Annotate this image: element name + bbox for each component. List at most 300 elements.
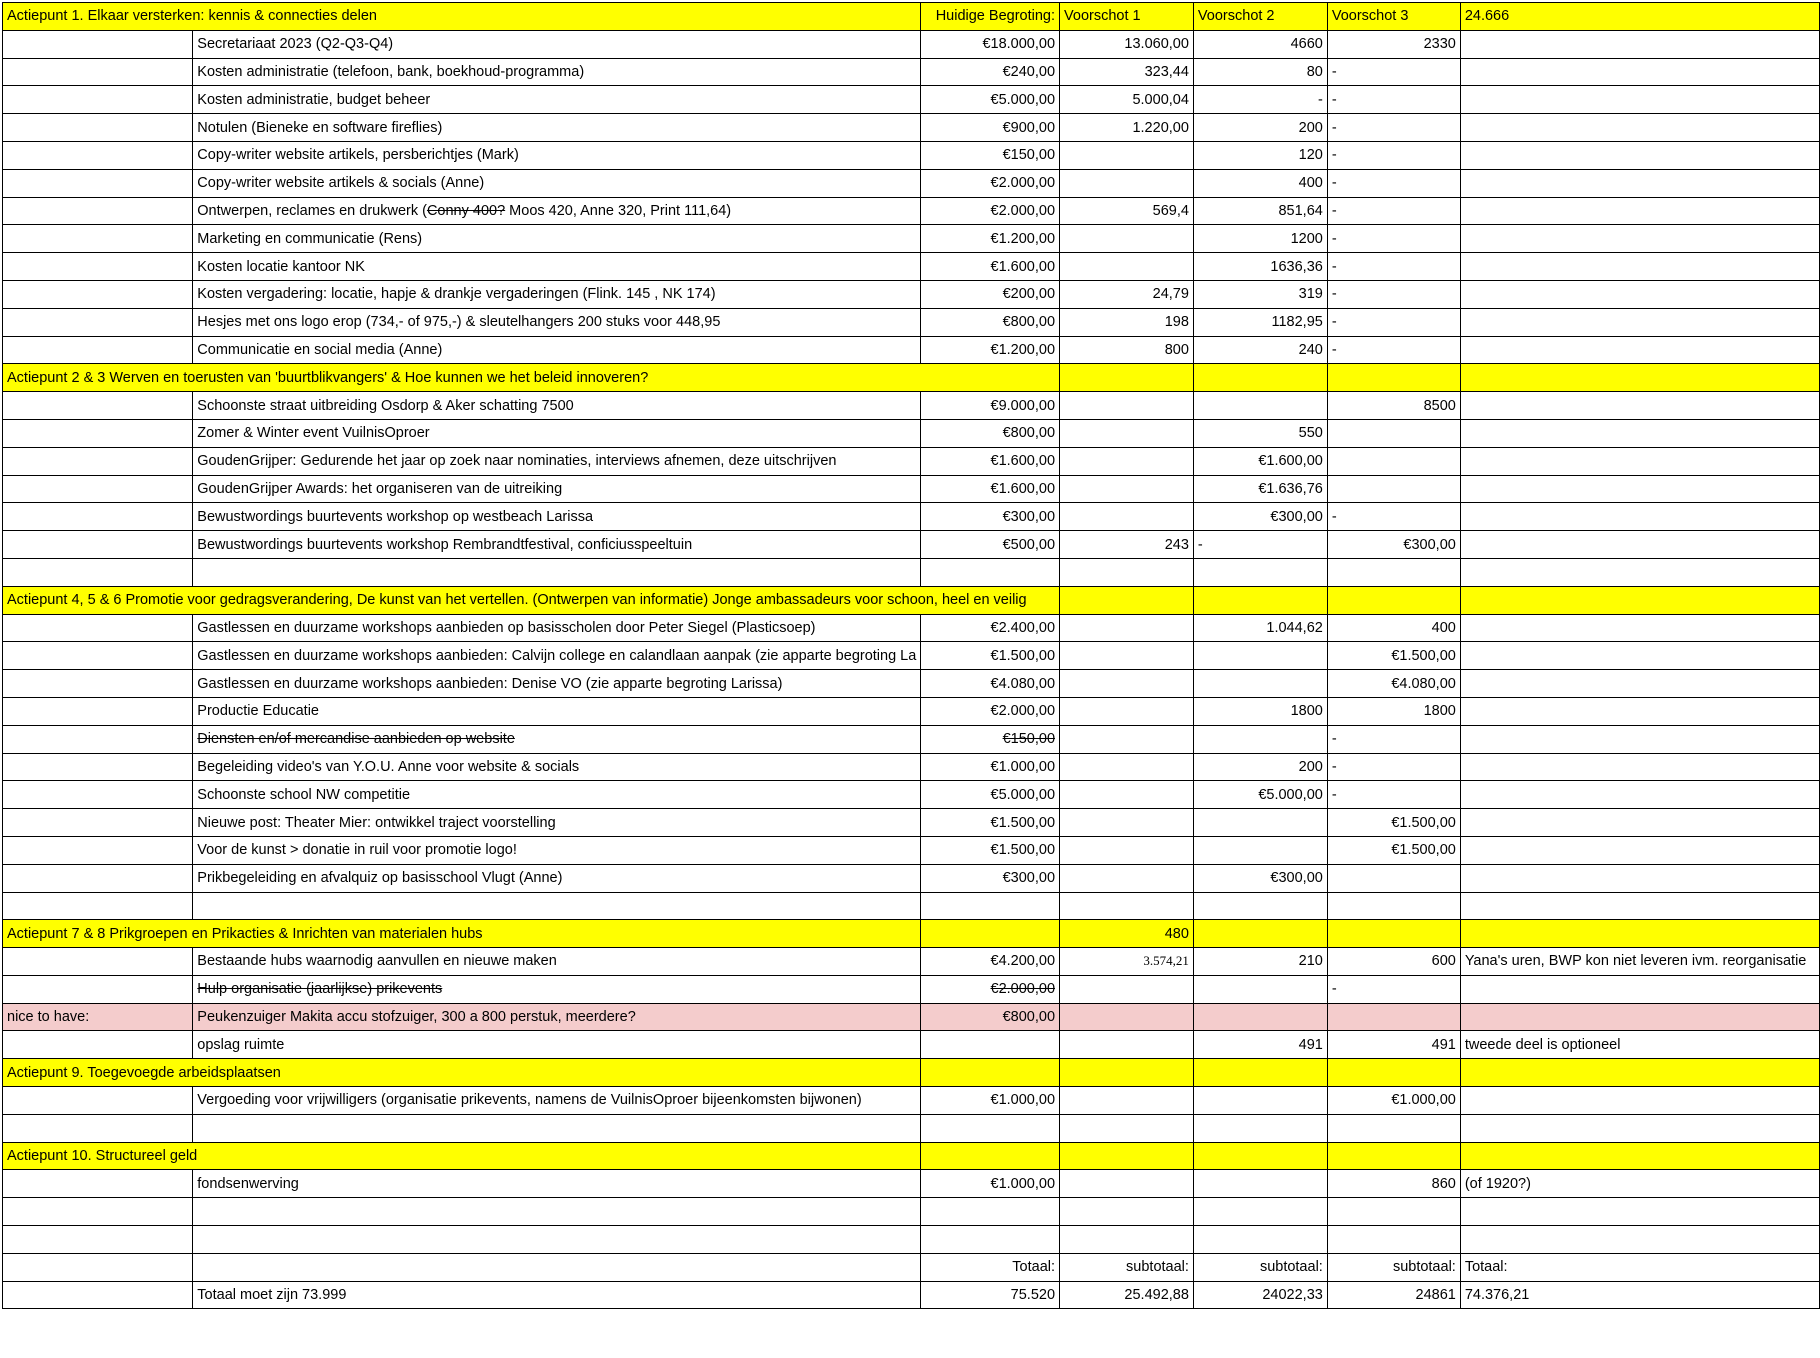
cell-note[interactable]: [1460, 975, 1819, 1003]
cell-huidige-begroting[interactable]: [921, 1087, 1060, 1115]
cell-voorschot-1[interactable]: [1060, 920, 1194, 948]
cell-voorschot-3[interactable]: [1327, 670, 1460, 698]
cell-voorschot-3[interactable]: [1327, 419, 1460, 447]
cell-voorschot-3[interactable]: [1327, 975, 1460, 1003]
cell-note[interactable]: [1460, 30, 1819, 58]
cell-description[interactable]: [193, 1253, 921, 1281]
header-total-value[interactable]: 24.666: [1460, 3, 1819, 31]
cell-voorschot-1[interactable]: [1060, 1031, 1194, 1059]
cell-description[interactable]: [193, 1198, 921, 1226]
cell-description[interactable]: [193, 809, 921, 837]
cell-voorschot-2[interactable]: [1193, 670, 1327, 698]
cell-voorschot-2[interactable]: [1193, 920, 1327, 948]
cell-voorschot-2[interactable]: [1193, 614, 1327, 642]
cell-huidige-begroting[interactable]: [921, 225, 1060, 253]
cell-category[interactable]: [3, 392, 193, 420]
cell-voorschot-1[interactable]: [1060, 475, 1194, 503]
cell-voorschot-2[interactable]: [1193, 642, 1327, 670]
cell-description[interactable]: [193, 892, 921, 920]
cell-huidige-begroting[interactable]: [921, 392, 1060, 420]
cell-note[interactable]: [1460, 169, 1819, 197]
cell-huidige-begroting[interactable]: [921, 308, 1060, 336]
cell-voorschot-1[interactable]: [1060, 336, 1194, 364]
cell-huidige-begroting[interactable]: [921, 1059, 1060, 1087]
cell-voorschot-2[interactable]: [1193, 586, 1327, 614]
cell-voorschot-1[interactable]: [1060, 1226, 1194, 1254]
cell-huidige-begroting[interactable]: [921, 114, 1060, 142]
cell-description[interactable]: [193, 447, 921, 475]
cell-voorschot-1[interactable]: [1060, 225, 1194, 253]
cell-description[interactable]: [193, 1226, 921, 1254]
cell-voorschot-3[interactable]: [1327, 475, 1460, 503]
cell-voorschot-3[interactable]: [1327, 725, 1460, 753]
cell-note[interactable]: [1460, 58, 1819, 86]
cell-voorschot-1[interactable]: [1060, 697, 1194, 725]
cell-description[interactable]: [193, 1170, 921, 1198]
cell-note[interactable]: [1460, 892, 1819, 920]
cell-voorschot-1[interactable]: [1060, 1170, 1194, 1198]
cell-voorschot-3[interactable]: [1327, 225, 1460, 253]
cell-note[interactable]: [1460, 670, 1819, 698]
cell-voorschot-2[interactable]: [1193, 809, 1327, 837]
cell-note[interactable]: [1460, 697, 1819, 725]
cell-voorschot-3[interactable]: [1327, 169, 1460, 197]
cell-voorschot-3[interactable]: [1327, 114, 1460, 142]
cell-huidige-begroting[interactable]: [921, 753, 1060, 781]
cell-description[interactable]: [193, 697, 921, 725]
cell-huidige-begroting[interactable]: [921, 1003, 1060, 1031]
cell-huidige-begroting[interactable]: [921, 1142, 1060, 1170]
cell-voorschot-3[interactable]: [1327, 308, 1460, 336]
cell-voorschot-3[interactable]: [1327, 920, 1460, 948]
cell-voorschot-3[interactable]: [1327, 781, 1460, 809]
cell-note[interactable]: [1460, 558, 1819, 586]
cell-voorschot-3[interactable]: [1327, 892, 1460, 920]
cell-category[interactable]: [3, 781, 193, 809]
cell-voorschot-3[interactable]: [1327, 1142, 1460, 1170]
cell-voorschot-1[interactable]: [1060, 642, 1194, 670]
cell-note[interactable]: [1460, 1059, 1819, 1087]
cell-category[interactable]: [3, 475, 193, 503]
cell-voorschot-3[interactable]: [1327, 447, 1460, 475]
section-title[interactable]: Actiepunt 4, 5 & 6 Promotie voor gedragsverandering, De kunst van het vertellen. (Ontwerpen van informatie) Jonge ambassadeurs voor schoon, heel en veilig: [3, 586, 1060, 614]
cell-voorschot-1[interactable]: [1060, 1059, 1194, 1087]
cell-category[interactable]: [3, 836, 193, 864]
cell-voorschot-2[interactable]: [1193, 1087, 1327, 1115]
cell-note[interactable]: [1460, 1087, 1819, 1115]
cell-note[interactable]: [1460, 364, 1819, 392]
cell-voorschot-2[interactable]: [1193, 30, 1327, 58]
cell-voorschot-1[interactable]: [1060, 836, 1194, 864]
cell-category[interactable]: [3, 558, 193, 586]
cell-description[interactable]: [193, 141, 921, 169]
cell-category[interactable]: [3, 503, 193, 531]
cell-voorschot-1[interactable]: [1060, 1114, 1194, 1142]
cell-note[interactable]: [1460, 809, 1819, 837]
cell-category[interactable]: [3, 197, 193, 225]
header-voorschot-2[interactable]: Voorschot 2: [1193, 3, 1327, 31]
cell-voorschot-3[interactable]: [1327, 503, 1460, 531]
cell-category[interactable]: [3, 670, 193, 698]
cell-description[interactable]: [193, 753, 921, 781]
cell-voorschot-2[interactable]: [1193, 558, 1327, 586]
cell-voorschot-1[interactable]: [1060, 864, 1194, 892]
cell-huidige-begroting[interactable]: [921, 253, 1060, 281]
cell-voorschot-3[interactable]: [1327, 948, 1460, 976]
cell-note[interactable]: [1460, 336, 1819, 364]
cell-description[interactable]: [193, 253, 921, 281]
cell-note[interactable]: [1460, 614, 1819, 642]
cell-note[interactable]: [1460, 725, 1819, 753]
cell-note[interactable]: [1460, 141, 1819, 169]
cell-voorschot-1[interactable]: [1060, 447, 1194, 475]
cell-voorschot-2[interactable]: [1193, 948, 1327, 976]
cell-note[interactable]: [1460, 586, 1819, 614]
cell-voorschot-3[interactable]: [1327, 1253, 1460, 1281]
cell-voorschot-2[interactable]: [1193, 836, 1327, 864]
cell-voorschot-1[interactable]: [1060, 392, 1194, 420]
cell-note[interactable]: [1460, 1142, 1819, 1170]
cell-category[interactable]: [3, 892, 193, 920]
cell-huidige-begroting[interactable]: [921, 1281, 1060, 1309]
cell-category[interactable]: [3, 30, 193, 58]
cell-huidige-begroting[interactable]: [921, 725, 1060, 753]
cell-voorschot-1[interactable]: [1060, 114, 1194, 142]
cell-voorschot-3[interactable]: [1327, 697, 1460, 725]
cell-voorschot-1[interactable]: [1060, 614, 1194, 642]
cell-voorschot-2[interactable]: [1193, 1059, 1327, 1087]
cell-note[interactable]: [1460, 1114, 1819, 1142]
cell-voorschot-3[interactable]: [1327, 30, 1460, 58]
cell-description[interactable]: [193, 558, 921, 586]
cell-voorschot-1[interactable]: [1060, 531, 1194, 559]
cell-note[interactable]: [1460, 308, 1819, 336]
cell-voorschot-2[interactable]: [1193, 1114, 1327, 1142]
cell-voorschot-2[interactable]: [1193, 475, 1327, 503]
cell-note[interactable]: [1460, 1003, 1819, 1031]
header-voorschot-3[interactable]: Voorschot 3: [1327, 3, 1460, 31]
cell-description[interactable]: [193, 197, 921, 225]
cell-note[interactable]: [1460, 392, 1819, 420]
cell-voorschot-3[interactable]: [1327, 1226, 1460, 1254]
cell-voorschot-2[interactable]: [1193, 753, 1327, 781]
cell-voorschot-3[interactable]: [1327, 1114, 1460, 1142]
cell-category[interactable]: [3, 1031, 193, 1059]
cell-voorschot-3[interactable]: [1327, 864, 1460, 892]
cell-voorschot-3[interactable]: [1327, 364, 1460, 392]
cell-voorschot-2[interactable]: [1193, 225, 1327, 253]
cell-description[interactable]: [193, 975, 921, 1003]
cell-description[interactable]: [193, 781, 921, 809]
cell-category[interactable]: [3, 1253, 193, 1281]
cell-category[interactable]: [3, 1226, 193, 1254]
cell-voorschot-2[interactable]: [1193, 447, 1327, 475]
cell-category[interactable]: [3, 280, 193, 308]
cell-note[interactable]: [1460, 948, 1819, 976]
cell-description[interactable]: [193, 1003, 921, 1031]
cell-huidige-begroting[interactable]: [921, 558, 1060, 586]
cell-voorschot-2[interactable]: [1193, 781, 1327, 809]
cell-huidige-begroting[interactable]: [921, 836, 1060, 864]
cell-description[interactable]: [193, 419, 921, 447]
cell-voorschot-2[interactable]: [1193, 1198, 1327, 1226]
cell-voorschot-2[interactable]: [1193, 58, 1327, 86]
cell-voorschot-1[interactable]: [1060, 975, 1194, 1003]
cell-voorschot-3[interactable]: [1327, 280, 1460, 308]
cell-category[interactable]: [3, 336, 193, 364]
cell-voorschot-1[interactable]: [1060, 308, 1194, 336]
cell-category[interactable]: [3, 1170, 193, 1198]
cell-note[interactable]: [1460, 642, 1819, 670]
cell-huidige-begroting[interactable]: [921, 531, 1060, 559]
cell-note[interactable]: [1460, 447, 1819, 475]
cell-voorschot-1[interactable]: [1060, 1253, 1194, 1281]
cell-description[interactable]: [193, 114, 921, 142]
cell-voorschot-2[interactable]: [1193, 141, 1327, 169]
cell-description[interactable]: [193, 531, 921, 559]
cell-voorschot-1[interactable]: [1060, 1003, 1194, 1031]
cell-description[interactable]: [193, 948, 921, 976]
cell-voorschot-3[interactable]: [1327, 1198, 1460, 1226]
cell-category[interactable]: [3, 697, 193, 725]
cell-voorschot-3[interactable]: [1327, 1031, 1460, 1059]
cell-huidige-begroting[interactable]: [921, 697, 1060, 725]
cell-description[interactable]: [193, 280, 921, 308]
cell-voorschot-1[interactable]: [1060, 86, 1194, 114]
cell-category[interactable]: [3, 86, 193, 114]
cell-huidige-begroting[interactable]: [921, 280, 1060, 308]
cell-description[interactable]: [193, 503, 921, 531]
cell-category[interactable]: [3, 864, 193, 892]
cell-category[interactable]: [3, 753, 193, 781]
cell-voorschot-2[interactable]: [1193, 336, 1327, 364]
cell-voorschot-2[interactable]: [1193, 280, 1327, 308]
cell-huidige-begroting[interactable]: [921, 197, 1060, 225]
cell-huidige-begroting[interactable]: [921, 781, 1060, 809]
cell-huidige-begroting[interactable]: [921, 920, 1060, 948]
cell-category[interactable]: [3, 253, 193, 281]
cell-voorschot-2[interactable]: [1193, 1142, 1327, 1170]
cell-voorschot-2[interactable]: [1193, 503, 1327, 531]
cell-note[interactable]: [1460, 475, 1819, 503]
cell-huidige-begroting[interactable]: [921, 670, 1060, 698]
cell-huidige-begroting[interactable]: [921, 864, 1060, 892]
cell-huidige-begroting[interactable]: [921, 1253, 1060, 1281]
cell-huidige-begroting[interactable]: [921, 169, 1060, 197]
cell-huidige-begroting[interactable]: [921, 614, 1060, 642]
cell-voorschot-3[interactable]: [1327, 1170, 1460, 1198]
cell-note[interactable]: [1460, 1226, 1819, 1254]
cell-voorschot-2[interactable]: [1193, 697, 1327, 725]
cell-note[interactable]: [1460, 836, 1819, 864]
cell-voorschot-2[interactable]: [1193, 1003, 1327, 1031]
cell-voorschot-1[interactable]: [1060, 558, 1194, 586]
cell-voorschot-3[interactable]: [1327, 253, 1460, 281]
cell-voorschot-2[interactable]: [1193, 1031, 1327, 1059]
cell-voorschot-1[interactable]: [1060, 948, 1194, 976]
cell-category[interactable]: [3, 225, 193, 253]
cell-note[interactable]: [1460, 253, 1819, 281]
cell-huidige-begroting[interactable]: [921, 419, 1060, 447]
cell-category[interactable]: [3, 531, 193, 559]
cell-voorschot-1[interactable]: [1060, 253, 1194, 281]
cell-description[interactable]: [193, 392, 921, 420]
cell-voorschot-2[interactable]: [1193, 1170, 1327, 1198]
section-title[interactable]: Actiepunt 7 & 8 Prikgroepen en Prikacties & Inrichten van materialen hubs: [3, 920, 921, 948]
cell-voorschot-2[interactable]: [1193, 725, 1327, 753]
cell-voorschot-3[interactable]: [1327, 1059, 1460, 1087]
cell-category[interactable]: [3, 141, 193, 169]
cell-category[interactable]: [3, 642, 193, 670]
cell-huidige-begroting[interactable]: [921, 1226, 1060, 1254]
cell-note[interactable]: [1460, 503, 1819, 531]
cell-voorschot-2[interactable]: [1193, 1281, 1327, 1309]
cell-huidige-begroting[interactable]: [921, 1170, 1060, 1198]
cell-voorschot-3[interactable]: [1327, 58, 1460, 86]
cell-huidige-begroting[interactable]: [921, 475, 1060, 503]
cell-description[interactable]: [193, 336, 921, 364]
cell-voorschot-3[interactable]: [1327, 531, 1460, 559]
cell-description[interactable]: [193, 58, 921, 86]
cell-category[interactable]: [3, 169, 193, 197]
cell-huidige-begroting[interactable]: [921, 58, 1060, 86]
cell-voorschot-3[interactable]: [1327, 836, 1460, 864]
cell-note[interactable]: [1460, 920, 1819, 948]
cell-note[interactable]: [1460, 864, 1819, 892]
cell-voorschot-3[interactable]: [1327, 1087, 1460, 1115]
cell-note[interactable]: [1460, 114, 1819, 142]
section-title[interactable]: Actiepunt 9. Toegevoegde arbeidsplaatsen: [3, 1059, 921, 1087]
cell-voorschot-3[interactable]: [1327, 642, 1460, 670]
cell-voorschot-3[interactable]: [1327, 336, 1460, 364]
cell-note[interactable]: [1460, 419, 1819, 447]
cell-voorschot-3[interactable]: [1327, 1003, 1460, 1031]
header-huidige-begroting[interactable]: Huidige Begroting:: [921, 3, 1060, 31]
cell-huidige-begroting[interactable]: [921, 1198, 1060, 1226]
cell-note[interactable]: [1460, 225, 1819, 253]
cell-voorschot-2[interactable]: [1193, 197, 1327, 225]
cell-category[interactable]: [3, 419, 193, 447]
cell-category[interactable]: [3, 1198, 193, 1226]
cell-note[interactable]: [1460, 86, 1819, 114]
cell-description[interactable]: [193, 1114, 921, 1142]
cell-huidige-begroting[interactable]: [921, 86, 1060, 114]
cell-description[interactable]: [193, 836, 921, 864]
cell-voorschot-1[interactable]: [1060, 725, 1194, 753]
section-title[interactable]: Actiepunt 10. Structureel geld: [3, 1142, 921, 1170]
cell-category[interactable]: [3, 1114, 193, 1142]
cell-voorschot-3[interactable]: [1327, 86, 1460, 114]
cell-description[interactable]: [193, 1087, 921, 1115]
cell-voorschot-1[interactable]: [1060, 169, 1194, 197]
cell-description[interactable]: [193, 1281, 921, 1309]
cell-voorschot-1[interactable]: [1060, 892, 1194, 920]
cell-note[interactable]: [1460, 280, 1819, 308]
cell-category[interactable]: [3, 948, 193, 976]
cell-voorschot-2[interactable]: [1193, 1226, 1327, 1254]
cell-note[interactable]: [1460, 781, 1819, 809]
cell-description[interactable]: [193, 86, 921, 114]
cell-description[interactable]: [193, 308, 921, 336]
cell-note[interactable]: [1460, 531, 1819, 559]
cell-voorschot-3[interactable]: [1327, 197, 1460, 225]
cell-description[interactable]: [193, 475, 921, 503]
cell-voorschot-3[interactable]: [1327, 614, 1460, 642]
cell-voorschot-3[interactable]: [1327, 141, 1460, 169]
cell-voorschot-1[interactable]: [1060, 1087, 1194, 1115]
cell-voorschot-1[interactable]: [1060, 197, 1194, 225]
cell-huidige-begroting[interactable]: [921, 447, 1060, 475]
cell-description[interactable]: [193, 864, 921, 892]
cell-voorschot-2[interactable]: [1193, 114, 1327, 142]
cell-voorschot-2[interactable]: [1193, 892, 1327, 920]
cell-description[interactable]: [193, 614, 921, 642]
cell-note[interactable]: [1460, 197, 1819, 225]
cell-voorschot-2[interactable]: [1193, 975, 1327, 1003]
cell-huidige-begroting[interactable]: [921, 141, 1060, 169]
cell-voorschot-3[interactable]: [1327, 586, 1460, 614]
cell-category[interactable]: [3, 1281, 193, 1309]
header-voorschot-1[interactable]: Voorschot 1: [1060, 3, 1194, 31]
cell-voorschot-1[interactable]: [1060, 809, 1194, 837]
cell-description[interactable]: [193, 1031, 921, 1059]
cell-voorschot-2[interactable]: [1193, 86, 1327, 114]
cell-voorschot-1[interactable]: [1060, 503, 1194, 531]
cell-voorschot-2[interactable]: [1193, 1253, 1327, 1281]
cell-description[interactable]: [193, 670, 921, 698]
cell-voorschot-1[interactable]: [1060, 1198, 1194, 1226]
cell-voorschot-1[interactable]: [1060, 419, 1194, 447]
cell-voorschot-1[interactable]: [1060, 1281, 1194, 1309]
cell-voorschot-2[interactable]: [1193, 419, 1327, 447]
cell-description[interactable]: [193, 642, 921, 670]
cell-voorschot-1[interactable]: [1060, 670, 1194, 698]
cell-voorschot-2[interactable]: [1193, 364, 1327, 392]
cell-note[interactable]: [1460, 1170, 1819, 1198]
cell-voorschot-3[interactable]: [1327, 392, 1460, 420]
cell-category[interactable]: [3, 1003, 193, 1031]
cell-voorschot-1[interactable]: [1060, 364, 1194, 392]
cell-note[interactable]: [1460, 1253, 1819, 1281]
cell-voorschot-1[interactable]: [1060, 58, 1194, 86]
cell-voorschot-1[interactable]: [1060, 781, 1194, 809]
cell-description[interactable]: [193, 225, 921, 253]
header-section-title[interactable]: Actiepunt 1. Elkaar versterken: kennis & connecties delen: [3, 3, 921, 31]
cell-voorschot-3[interactable]: [1327, 1281, 1460, 1309]
cell-category[interactable]: [3, 447, 193, 475]
cell-voorschot-2[interactable]: [1193, 253, 1327, 281]
cell-huidige-begroting[interactable]: [921, 948, 1060, 976]
cell-voorschot-1[interactable]: [1060, 1142, 1194, 1170]
cell-note[interactable]: [1460, 1281, 1819, 1309]
cell-category[interactable]: [3, 308, 193, 336]
cell-huidige-begroting[interactable]: [921, 336, 1060, 364]
cell-category[interactable]: [3, 809, 193, 837]
cell-voorschot-2[interactable]: [1193, 308, 1327, 336]
cell-voorschot-1[interactable]: [1060, 753, 1194, 781]
cell-description[interactable]: [193, 725, 921, 753]
cell-huidige-begroting[interactable]: [921, 975, 1060, 1003]
cell-voorschot-1[interactable]: [1060, 30, 1194, 58]
cell-huidige-begroting[interactable]: [921, 1114, 1060, 1142]
cell-huidige-begroting[interactable]: [921, 892, 1060, 920]
cell-category[interactable]: [3, 975, 193, 1003]
cell-category[interactable]: [3, 614, 193, 642]
cell-voorschot-2[interactable]: [1193, 531, 1327, 559]
cell-category[interactable]: [3, 58, 193, 86]
cell-note[interactable]: [1460, 1031, 1819, 1059]
cell-note[interactable]: [1460, 1198, 1819, 1226]
